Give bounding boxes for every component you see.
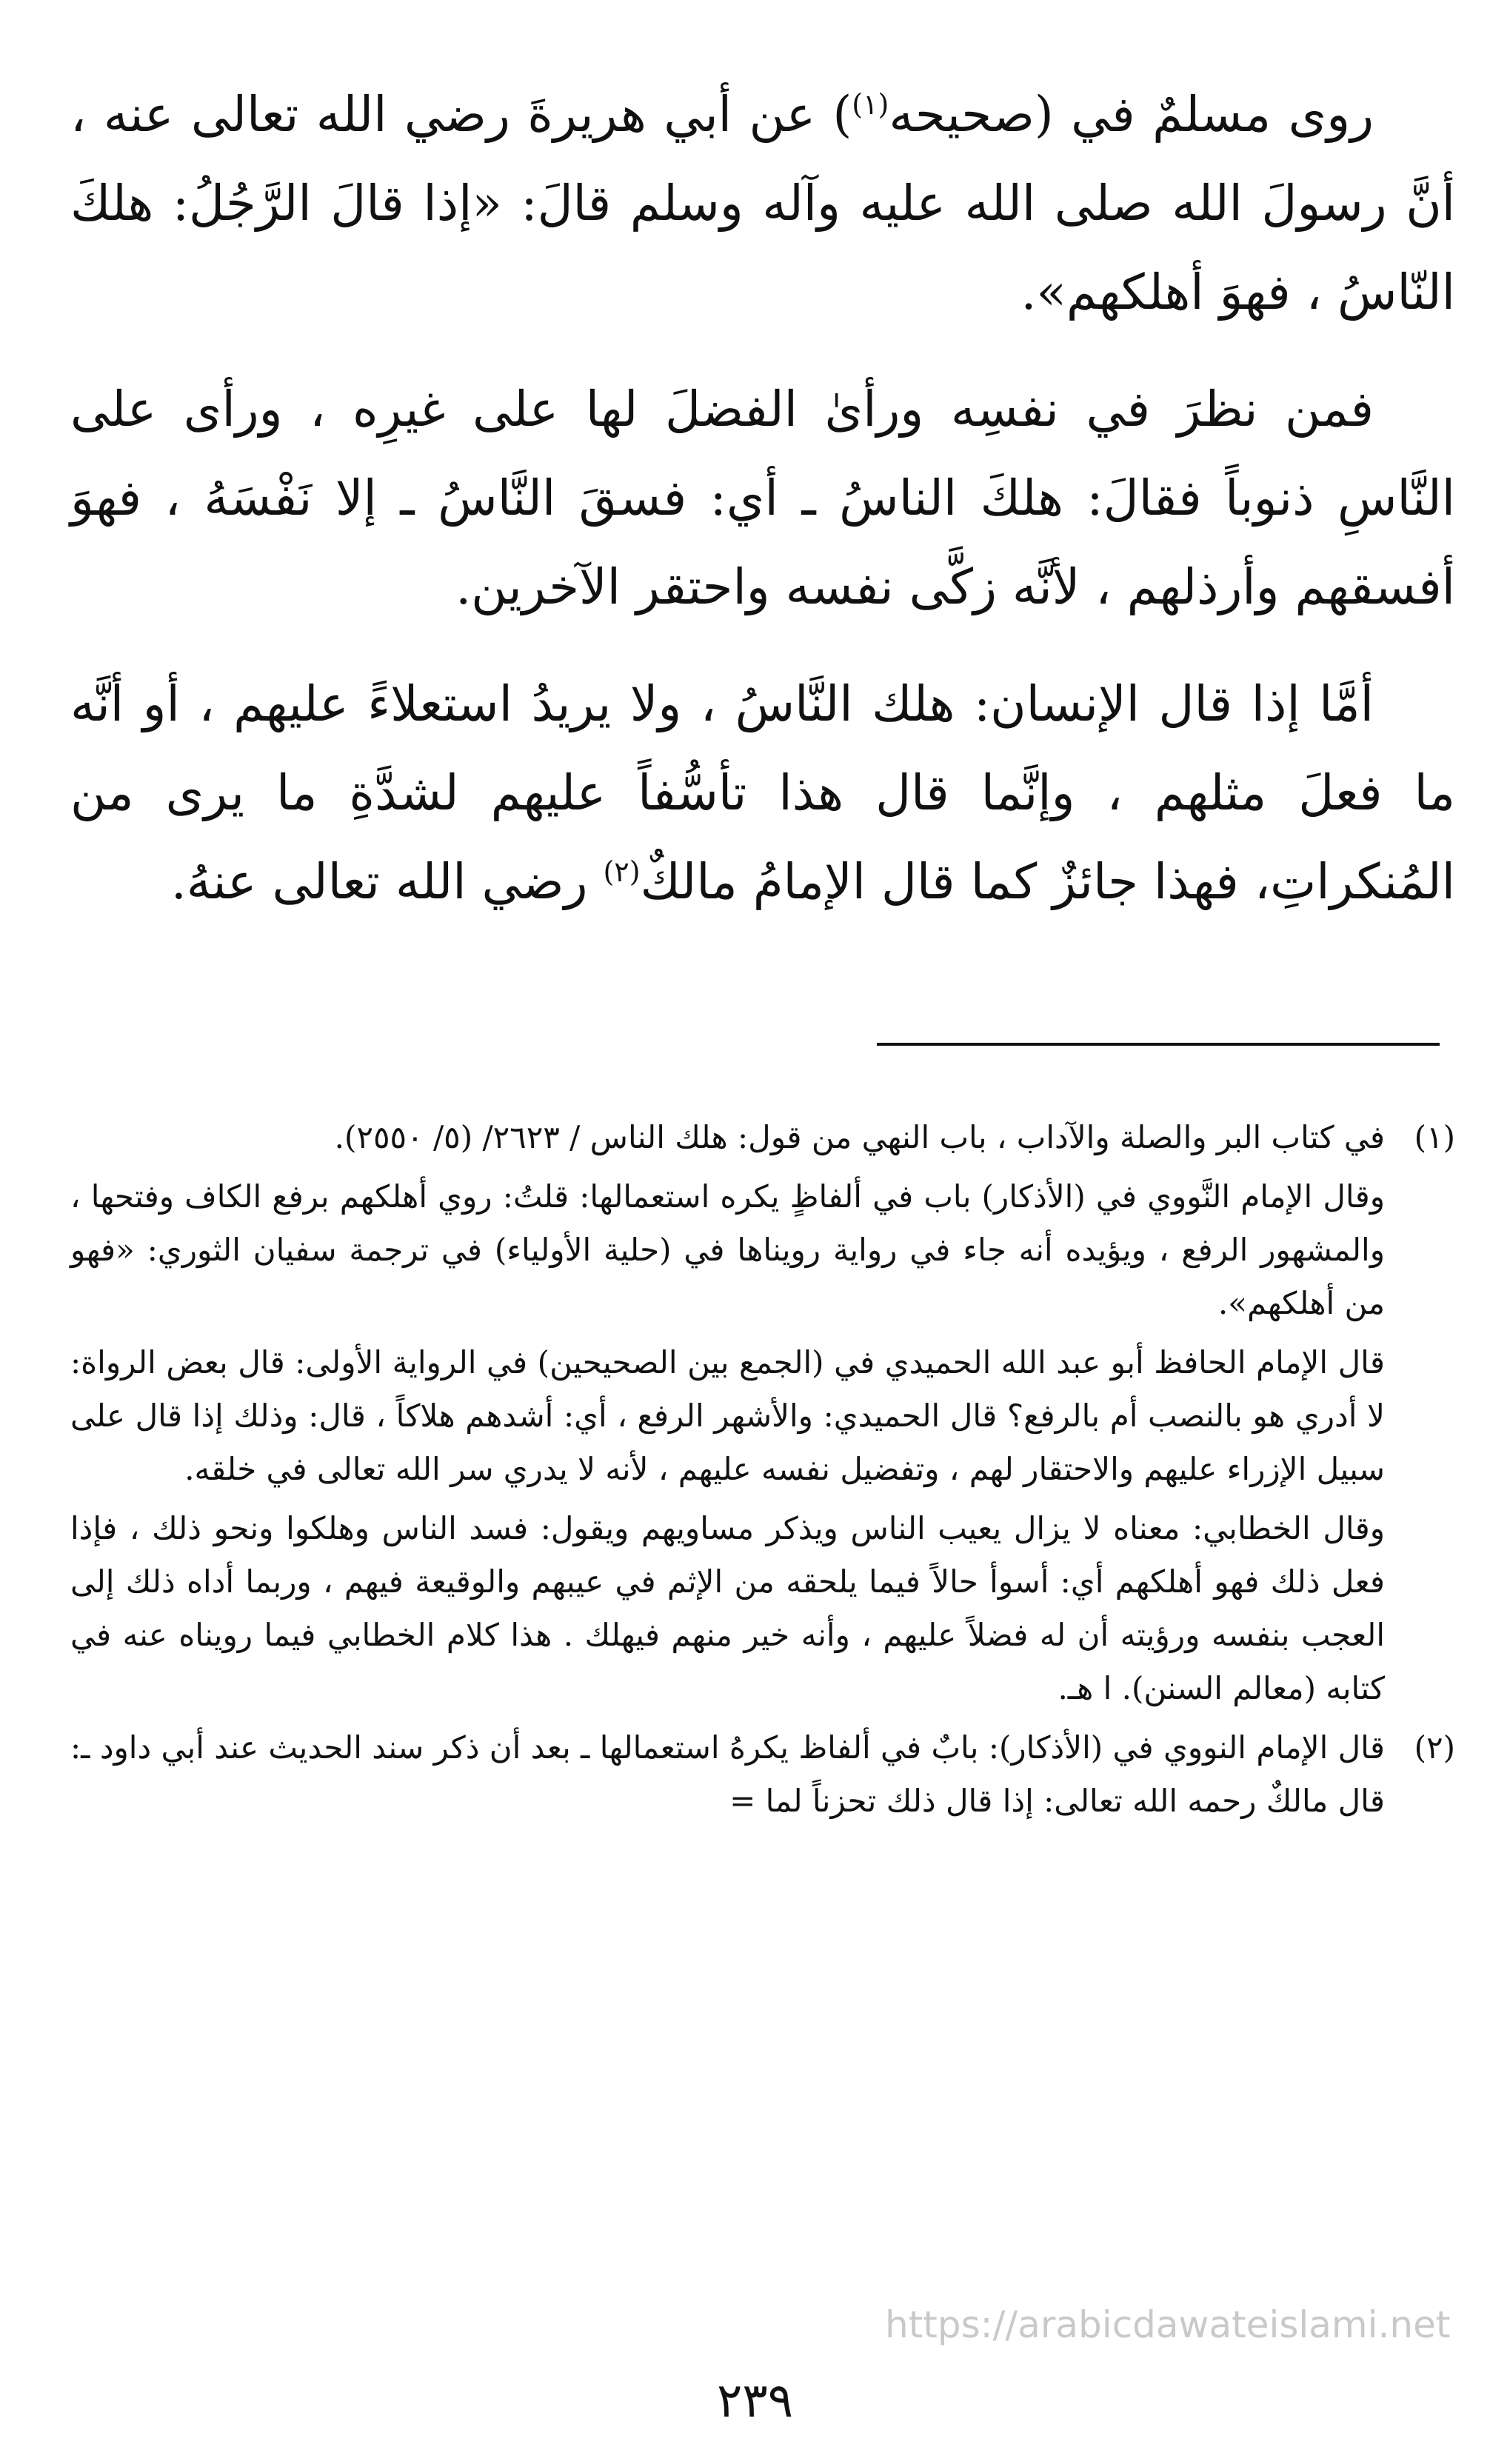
main-text (70, 70, 1455, 955)
footnotes (70, 1111, 1455, 1834)
footnote-1-paragraph: في كتاب البر والصلة والآداب ، باب النهي من قول: هلك الناس / ٢٦٢٣/ (٥/ ٢٥٥٠). (334, 1119, 1385, 1155)
footnote-ref-1[interactable]: (١) (852, 88, 889, 121)
footnote-ref-2[interactable]: (٢) (603, 855, 641, 888)
main-paragraph-3-text-start: أمَّا إذا قال الإنسان: هلك النَّاسُ ، ولا يريدُ استعلاءً عليهم ، أو أنَّه ما فعلَ مثلهم ، وإنَّما قال هذا تأسُّفاً عليهم لشدَّةِ ما يرى من المُنكراتِ، فهذا جائزٌ كما قال الإمامُ مالكٌ (70, 675, 1455, 910)
footnote-separator (877, 1043, 1440, 1046)
main-paragraph-3 (70, 660, 1455, 926)
watermark-url: https://arabicdawateislami.net (885, 2303, 1451, 2346)
footnote-1-number: (١) (1414, 1119, 1455, 1155)
footnote-1-paragraph: قال الإمام الحافظ أبو عبد الله الحميدي في (الجمع بين الصحيحين) في الرواية الأولى: قال بعض الرواة: لا أدري هو بالنصب أم بالرفع؟ قال الحميدي: والأشهر الرفع ، أي: أشدهم هلاكاً ، قال: وذلك إذا قال على سبيل الإزراء عليهم والاحتقار لهم ، وتفضيل نفسه عليهم ، لأنه لا يدري سر الله تعالى في خلقه. (70, 1344, 1385, 1487)
footnote-2-number: (٢) (1414, 1729, 1455, 1766)
footnote-1-paragraph: وقال الخطابي: معناه لا يزال يعيب الناس ويذكر مساويهم ويقول: فسد الناس وهلكوا ونحو ذلك ، فإذا فعل ذلك فهو أهلكهم أي: أسوأ حالاً فيما يلحقه من الإثم في عيبهم والوقيعة فيهم ، وربما أداه ذلك إلى العجب بنفسه ورؤيته أن له فضلاً عليهم ، وأنه خير منهم فيهلك . هذا كلام الخطابي فيما رويناه عنه في كتابه (معالم السنن). ا هـ. (70, 1510, 1385, 1706)
footnote-2 (70, 1721, 1455, 1828)
footnote-1-paragraph: وقال الإمام النَّووي في (الأذكار) باب في ألفاظٍ يكره استعمالها: قلتُ: روي أهلكهم برفع الكاف وفتحها ، والمشهور الرفع ، ويؤيده أنه جاء في رواية رويناها في (حلية الأولياء) في ترجمة سفيان الثوري: «فهو من أهلكهم». (70, 1178, 1385, 1321)
footnote-2-paragraph: قال الإمام النووي في (الأذكار): بابٌ في ألفاظ يكرهُ استعمالها ـ بعد أن ذكر سند الحديث عند أبي داود ـ: قال مالكٌ رحمه الله تعالى: إذا قال ذلك تحزناً لما = (70, 1729, 1385, 1819)
footnote-1 (70, 1111, 1455, 1715)
main-paragraph-1-text-start: روى مسلمٌ في (صحيحه (889, 86, 1374, 143)
main-paragraph-1 (70, 70, 1455, 337)
main-paragraph-2: فمن نظرَ في نفسِه ورأىٰ الفضلَ لها على غيرِه ، ورأى على النَّاسِ ذنوباً فقالَ: هلكَ الناسُ ـ أي: فسقَ النَّاسُ ـ إلا نَفْسَهُ ، فهوَ أفسقهم وأرذلهم ، لأنَّه زكَّى نفسه واحتقر الآخرين. (70, 381, 1455, 615)
page-number: ٢٣٩ (716, 2374, 794, 2428)
main-paragraph-3-text-end: رضي الله تعالى عنهُ. (170, 853, 604, 910)
main-paragraph-1-text-end: ) عن أبي هريرةَ رضي الله تعالى عنه ، أنَّ رسولَ الله صلى الله عليه وآله وسلم قالَ: «إذا قالَ الرَّجُلُ: هلكَ النّاسُ ، فهوَ أهلكهم». (70, 86, 1455, 321)
